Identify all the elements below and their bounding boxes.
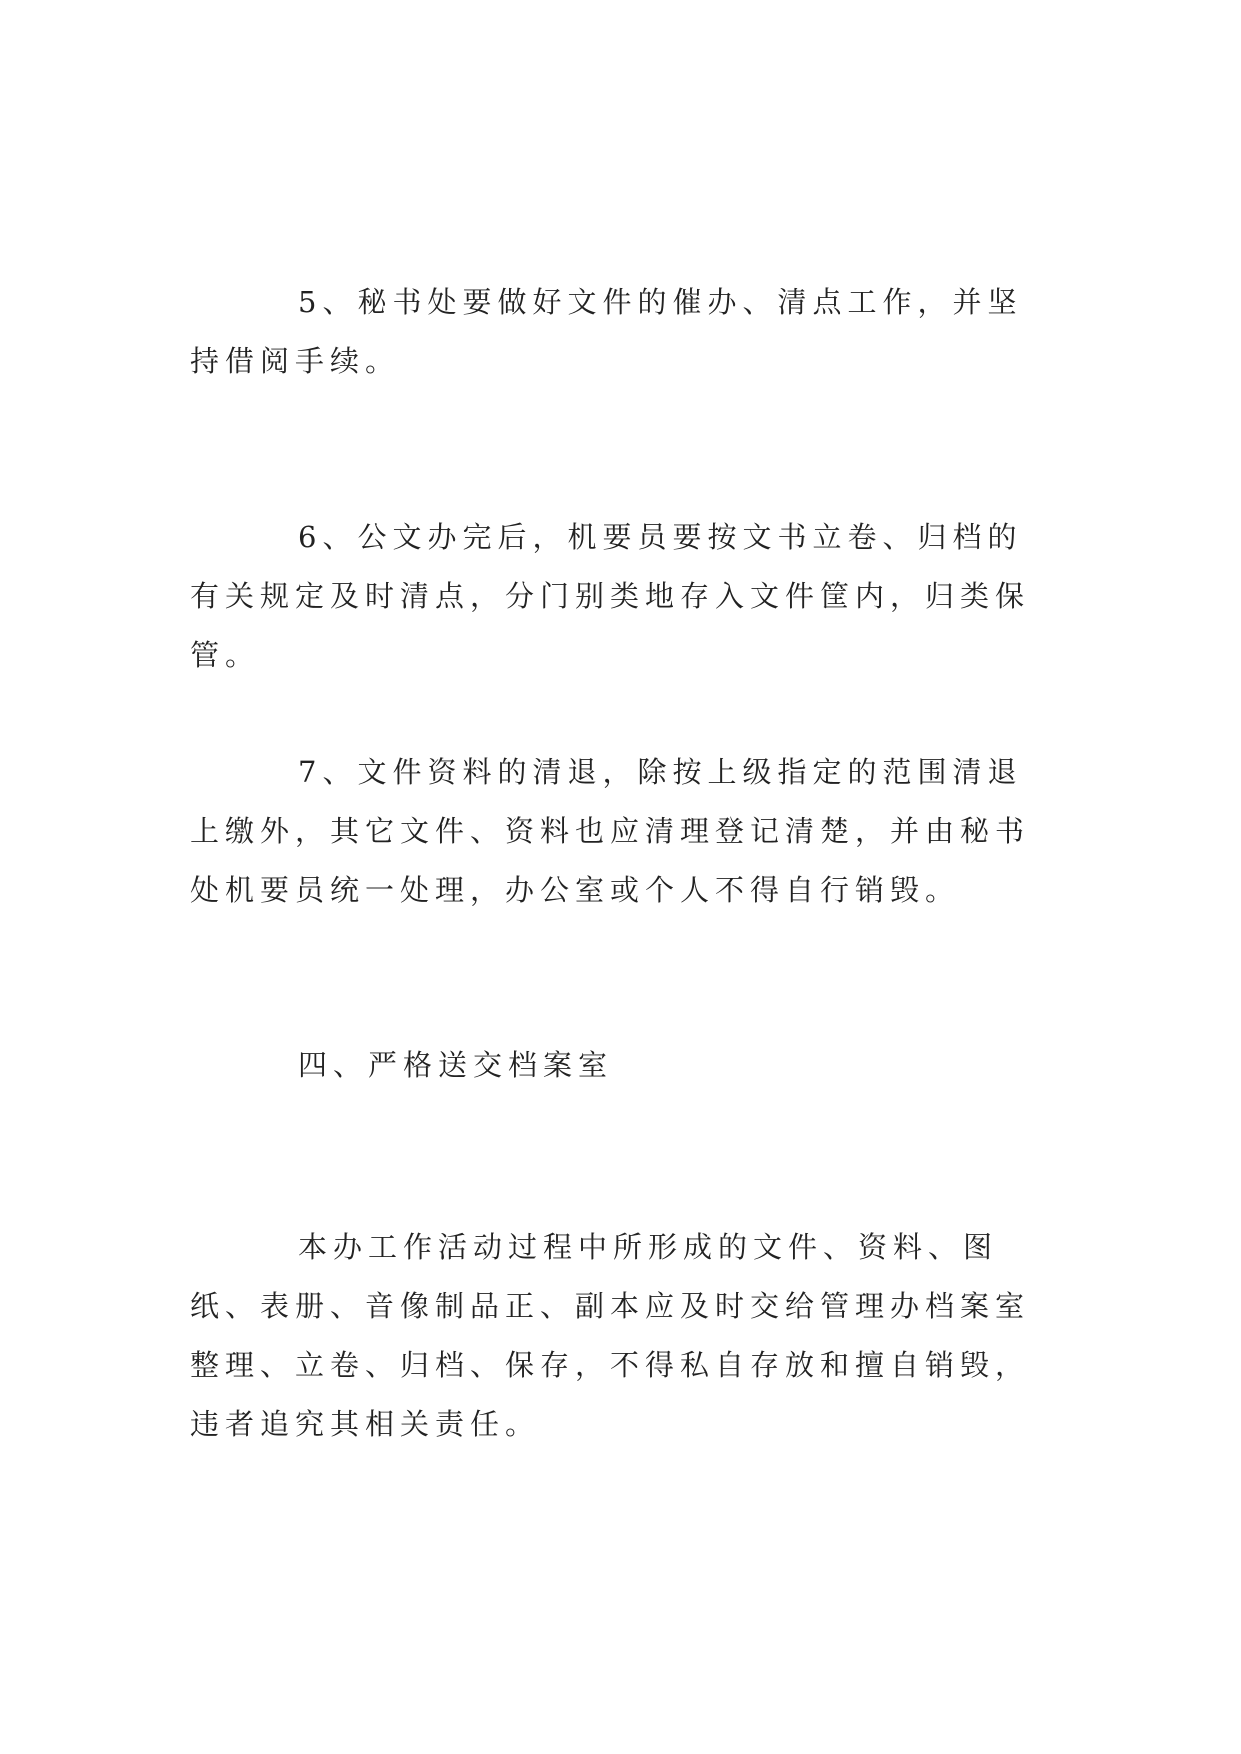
paragraph-item-6: 6、公文办完后，机要员要按文书立卷、归档的有关规定及时清点，分门别类地存入文件筐内，归类保管。 <box>190 520 1031 672</box>
paragraph-item-7: 7、文件资料的清退，除按上级指定的范围清退上缴外，其它文件、资料也应清理登记清楚，并由秘书处机要员统一处理，办公室或个人不得自行销毁。 <box>190 755 1031 907</box>
paragraph-item-5: 5、秘书处要做好文件的催办、清点工作，并坚持借阅手续。 <box>190 285 1023 378</box>
paragraph-archive-rule: 本办工作活动过程中所形成的文件、资料、图纸、表册、音像制品正、副本应及时交给管理办档案室整理、立卷、归档、保存，不得私自存放和擅自销毁，违者追究其相关责任。 <box>190 1230 1031 1441</box>
section-heading: 四、严格送交档案室 <box>298 1048 614 1082</box>
